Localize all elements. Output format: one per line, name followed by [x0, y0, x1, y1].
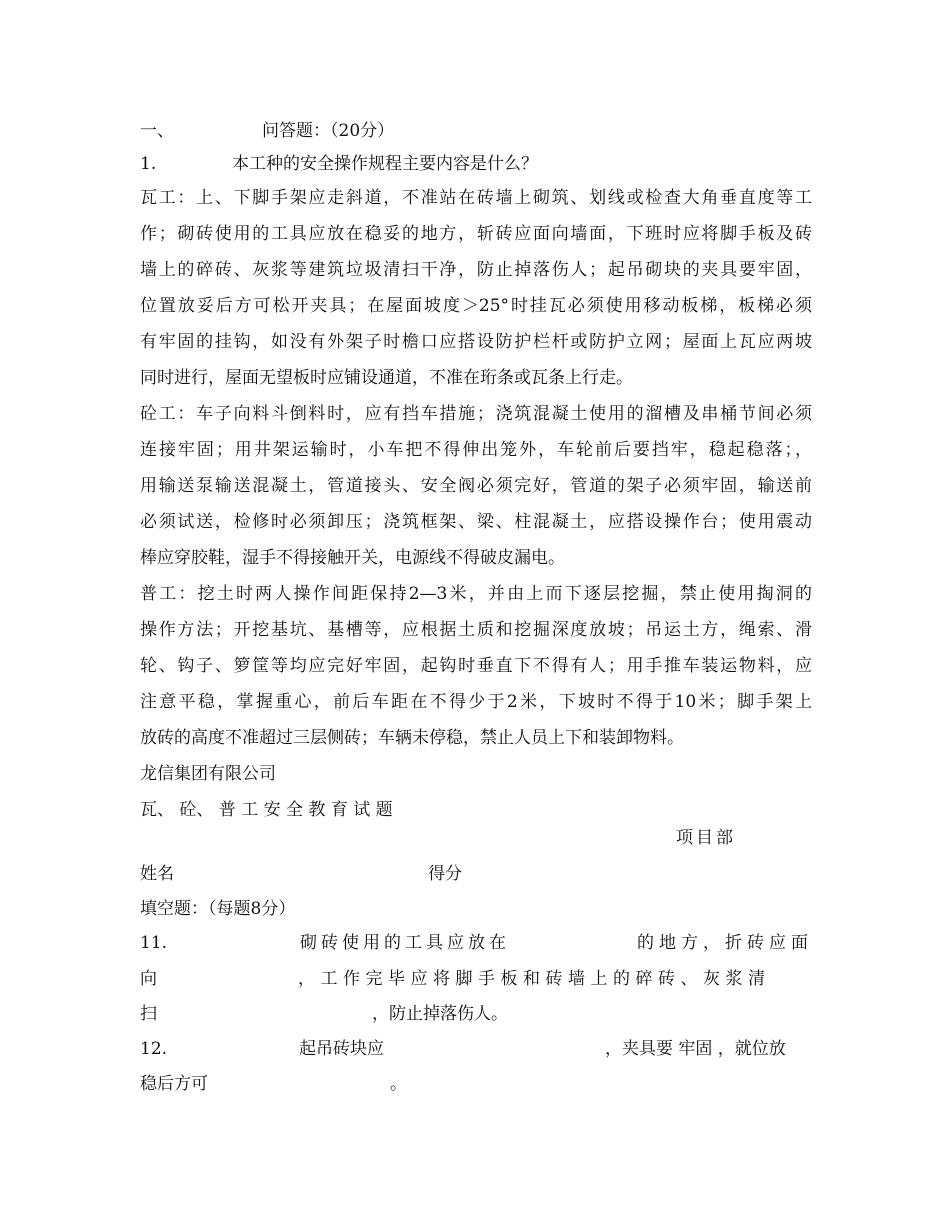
pu-line: 注意平稳，掌握重心，前后车距在不得少于2米，下坡时不得于10米；脚手架上 — [140, 692, 812, 712]
question-number: 1. — [140, 154, 157, 174]
tong-line: 连接牢固；用井架运输时，小车把不得伸出笼外，车轮前后要挡牢，稳起稳落；， — [140, 440, 812, 460]
wa-line: 墙上的碎砖、灰浆等建筑垃圾清扫干净，防止掉落伤人；起吊砌块的夹具要牢固， — [140, 260, 812, 280]
tong-line: 棒应穿胶鞋，湿手不得接触开关，电源线不得破皮漏电。 — [140, 548, 565, 568]
section-number: 一、 — [140, 121, 174, 141]
section-title: 问答题：（20分） — [262, 121, 395, 141]
q12-text-part3: 稳后方可 — [140, 1074, 208, 1094]
q12-text-part4: 。 — [390, 1074, 407, 1094]
name-label: 姓名 — [140, 864, 174, 884]
wa-line: 有牢固的挂钩，如没有外架子时檐口应搭设防护栏杆或防护立网；屋面上瓦应两坡 — [140, 332, 812, 352]
q11-text-part2: 的地方，折砖应面 — [637, 933, 813, 953]
company-name: 龙信集团有限公司 — [140, 764, 276, 784]
tong-line: 砼工：车子向料斗倒料时，应有挡车措施；浇筑混凝土使用的溜槽及串桶节间必须 — [140, 404, 812, 424]
q11-text-part1: 砌砖使用的工具应放在 — [300, 933, 510, 953]
wa-line: 同时进行，屋面无望板时应铺设通道，不准在珩条或瓦条上行走。 — [140, 368, 633, 388]
q11-text-part4: ，工作完毕应将脚手板和砖墙上的碎砖、灰浆清 — [298, 969, 771, 989]
q12-text-part2: ，夹具要 牢固 ，就位放 — [605, 1039, 786, 1059]
pu-line: 普工：挖土时两人操作间距保持2—3米，并由上而下逐层挖掘，禁止使用掏洞的 — [140, 584, 812, 604]
wa-line: 瓦工：上、下脚手架应走斜道，不准站在砖墙上砌筑、划线或检查大角垂直度等工 — [140, 188, 812, 208]
tong-line: 必须试送，检修时必须卸压；浇筑框架、梁、柱混凝土，应搭设操作台；使用震动 — [140, 512, 812, 532]
q11-text-part3: 向 — [140, 969, 157, 989]
question-text: 本工种的安全操作规程主要内容是什么？ — [232, 154, 538, 174]
q11-number: 11. — [140, 933, 168, 953]
wa-line: 位置放妥后方可松开夹具；在屋面坡度＞25°时挂瓦必须使用移动板梯，板梯必须 — [140, 296, 812, 316]
wa-line: 作；砌砖使用的工具应放在稳妥的地方，斩砖应面向墙面，下班时应将脚手板及砖 — [140, 224, 812, 244]
tong-line: 用输送泵输送混凝土，管道接头、安全阀必须完好，管道的架子必须牢固，输送前 — [140, 476, 812, 496]
q12-number: 12. — [140, 1039, 168, 1059]
pu-line: 轮、钩子、箩筐等均应完好牢固，起钩时垂直下不得有人；用手推车装运物料，应 — [140, 656, 812, 676]
pu-line: 放砖的高度不准超过三层侧砖；车辆未停稳，禁止人员上下和装卸物料。 — [140, 728, 684, 748]
q11-text-part5: 扫 — [140, 1004, 157, 1024]
pu-line: 操作方法；开挖基坑、基槽等，应根据土质和挖掘深度放坡；吊运土方，绳索、滑 — [140, 620, 812, 640]
q11-text-part6: ，防止掉落伤人。 — [372, 1004, 508, 1024]
q12-text-part1: 起吊砖块应 — [299, 1039, 384, 1059]
exam-title: 瓦、 砼、 普 工 安 全 教 育 试 题 — [140, 800, 393, 820]
fill-section-title: 填空题：（每题8分） — [140, 899, 296, 919]
score-label: 得分 — [428, 864, 462, 884]
department-label: 项目部 — [676, 828, 736, 848]
